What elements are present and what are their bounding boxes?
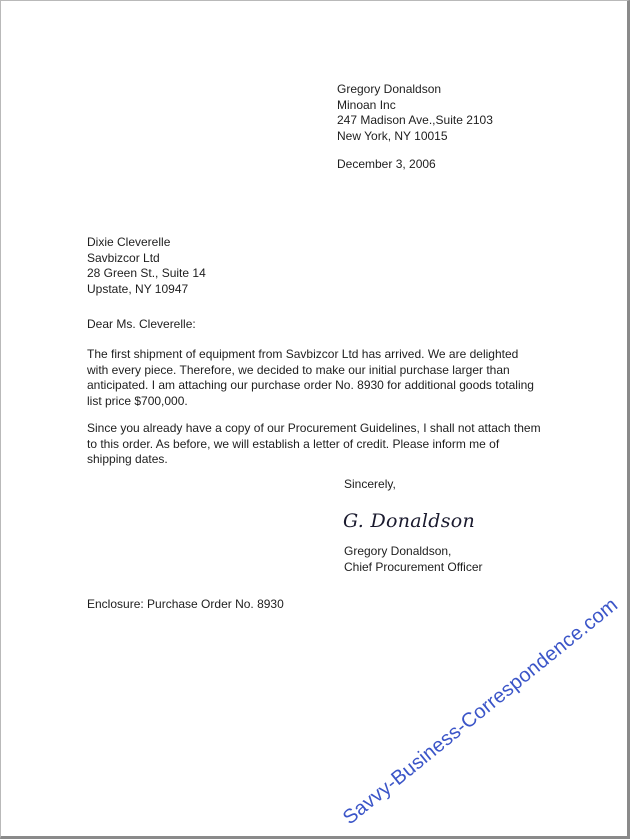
watermark-text: Savvy-Business-Correspondence.com [338, 593, 623, 830]
recipient-street: 28 Green St., Suite 14 [87, 266, 206, 280]
body-line: with every piece. Therefore, we decided to make our initial purchase larger than [87, 362, 510, 377]
enclosure-note: Enclosure: Purchase Order No. 8930 [87, 597, 284, 611]
sender-city: New York, NY 10015 [337, 128, 448, 143]
sender-company: Minoan Inc [337, 97, 396, 112]
body-paragraph-1 [87, 347, 567, 409]
sender-address [337, 82, 493, 144]
letter-date: December 3, 2006 [337, 157, 436, 171]
recipient-address [87, 235, 206, 297]
handwritten-signature: G. Donaldson [343, 510, 476, 532]
body-line: The first shipment of equipment from Savbizcor Ltd has arrived. We are delighted [87, 347, 519, 361]
recipient-company: Savbizcor Ltd [87, 250, 160, 265]
salutation: Dear Ms. Cleverelle: [87, 317, 196, 331]
body-paragraph-2 [87, 421, 567, 468]
complimentary-closing: Sincerely, [344, 477, 396, 491]
body-line: Since you already have a copy of our Procurement Guidelines, I shall not attach them [87, 421, 541, 435]
body-line: shipping dates. [87, 452, 168, 466]
sender-name: Gregory Donaldson [337, 82, 442, 96]
recipient-city: Upstate, NY 10947 [87, 281, 189, 296]
signer-name: Gregory Donaldson, [344, 544, 452, 558]
signer-title: Chief Procurement Officer [344, 559, 483, 574]
body-line: anticipated. I am attaching our purchase order No. 8930 for additional goods totaling [87, 378, 534, 392]
sender-street: 247 Madison Ave.,Suite 2103 [337, 113, 493, 127]
body-line: to this order. As before, we will establish a letter of credit. Please inform me of [87, 436, 500, 451]
body-line: list price $700,000. [87, 393, 188, 408]
signature-block [344, 544, 483, 575]
recipient-name: Dixie Cleverelle [87, 235, 171, 249]
